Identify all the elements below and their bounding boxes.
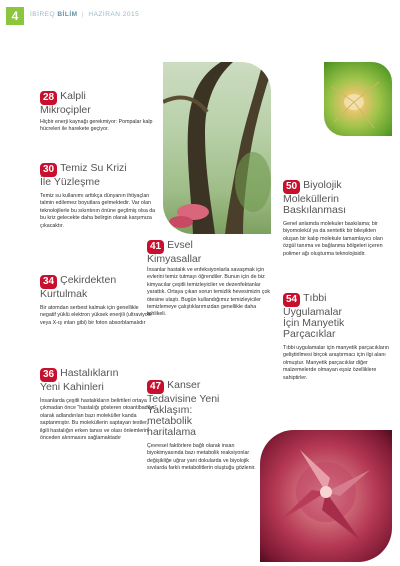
page-badge: 34	[40, 275, 57, 289]
cactus-flower-photo	[260, 430, 392, 562]
leaf-photo	[324, 62, 392, 136]
article-summary: Bir atomdan serbest kalmak için genellikle negatif yüklü elektron yüksek enerjili (ultraviyole veya X-ış ınları gibi) bir foton absorblamalıdır	[40, 305, 152, 326]
article-title: 50 Biyolojik Moleküllerin Baskılanması	[283, 179, 347, 216]
article-summary: Genel anlamda molekuler baskılama; bir biyomolekül ya da sentetik bir bileşikten oluşan bir kalıp molekule tamamlayıcı olan özgül tanıma ve bağlanma bölgeleri içeren polimer ağı oluşturma teknolojisidir.	[283, 221, 383, 257]
article-36[interactable]	[40, 368, 158, 442]
page-badge: 47	[147, 380, 164, 394]
article-summary: İnsanlar hastalık ve enfeksiyonlarla savaşmak için evlerini temiz tutmayı öğrendiler. Bunun için de biz kimyacılar çeşitli temizleyiciler ve dezenfektanlar yarattık. Ortaya çıkan sorun temizlik hevesimizin çok ötesine ulaştı. Bugün kullandığımız temizleyiciler temizlemeye çalıştıklarımızdan genellikle daha tehlikeli.	[147, 267, 271, 318]
article-28[interactable]	[40, 91, 155, 134]
article-title: 36 Hastalıkların Yeni Kahinleri	[40, 367, 119, 393]
page-badge: 50	[283, 180, 300, 194]
page-badge: 30	[40, 163, 57, 177]
page-badge: 28	[40, 91, 57, 105]
page-badge: 41	[147, 240, 164, 254]
article-30[interactable]	[40, 163, 158, 230]
brand-bilim: BİLİM	[57, 11, 78, 18]
article-summary: Tıbbi uygulamalar için manyetik parçacıkların geliştirilmesi birçok araştırmacı için ilgi alanı olmuştur. Manyetik parçacıklar diğer malzemelerde olmayan eşsiz özelliklere sahiptirler.	[283, 345, 389, 381]
article-title: 54 Tıbbi Uygulamalar İçin Manyetik Parçacıklar	[283, 292, 345, 340]
article-34[interactable]	[40, 275, 155, 327]
page-badge: 36	[40, 368, 57, 382]
publication-info	[30, 11, 139, 18]
article-summary: İnsanlarda çeşitli hastalıkların belirtileri ortaya çıkmadan önce "hastalığı gösteren otoantibadiler" olarak adlandırılan bazı moleküller kanda saptanmıştır. Bu moleküllerin saptayan testler, ilgili hastalığın erken tanısı ve olası önlemlerin önceden alınmasını sağlamaktadır	[40, 398, 157, 442]
article-47[interactable]	[147, 380, 267, 473]
separator: |	[81, 11, 85, 18]
article-title: 47 Kanser Tedavisine Yeni Yaklaşım: metabolik haritalama	[147, 379, 220, 438]
tree-photo	[163, 62, 271, 234]
brand-name: İBİREQ	[30, 11, 56, 18]
page-badge: 54	[283, 293, 300, 307]
article-summary: Çevresel faktörlere bağlı olarak insan biyokimyasında bazı metabolik reaksiyonlar değişikliğe uğrar yani dokularda ve biyolojik sıvılarda farklı metabolitlerin oluştuğu gözlenir.	[147, 443, 256, 472]
page-header	[0, 0, 400, 30]
article-title: 28 Kalpli Mikroçipler	[40, 90, 91, 116]
article-41[interactable]	[147, 240, 275, 319]
article-title: 41 Evsel Kimyasallar	[147, 239, 202, 265]
article-50[interactable]	[283, 180, 393, 258]
article-summary: Temiz su kullanımı arttıkça dünyanın ihtiyaçları talmin edilemez boyutlara gelmektedir. Var olan teknolojilerle bu sıkıntının önüne geçilmiş olsa da bu kriz gelecekte daha belirgin olarak karşımıza çıkacaktır.	[40, 193, 156, 229]
article-title: 30 Temiz Su Krizi İle Yüzleşme	[40, 162, 127, 188]
page-number: 4	[6, 7, 24, 25]
article-summary: Hiçbir enerji kaynağı gerekmiyor: Pompalar kalp hücreleri ile harekete geçiyor.	[40, 119, 153, 133]
article-54[interactable]	[283, 293, 393, 382]
article-title: 34 Çekirdekten Kurtulmak	[40, 274, 117, 300]
issue-date: HAZİRAN 2015	[88, 11, 140, 18]
